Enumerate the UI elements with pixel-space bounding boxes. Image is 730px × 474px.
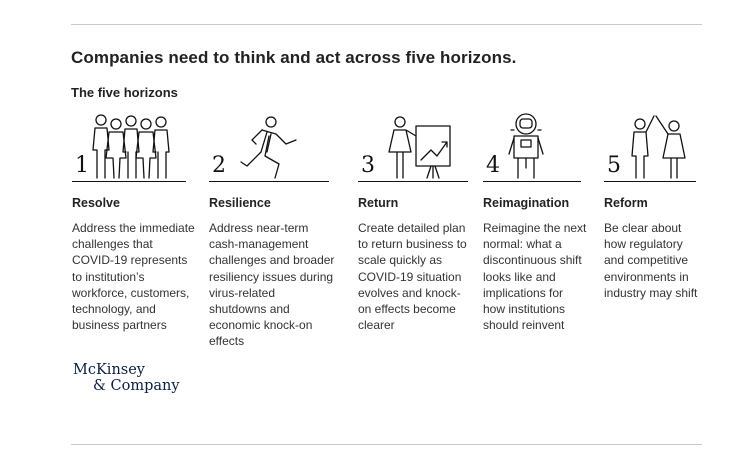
horizon-illustration bbox=[483, 110, 581, 182]
logo-line-1: McKinsey bbox=[73, 362, 145, 378]
horizon-description: Reimagine the next normal: what a discontinuous shift looks like and implications for how institutions should reinvent bbox=[483, 221, 587, 333]
ground-line bbox=[483, 181, 581, 183]
horizon-column-return bbox=[358, 110, 468, 333]
horizon-illustration bbox=[72, 110, 186, 182]
horizon-heading: Resolve bbox=[72, 196, 120, 210]
horizon-column-reimagination bbox=[483, 110, 587, 333]
section-subtitle: The five horizons bbox=[71, 85, 178, 100]
page-title: Companies need to think and act across five horizons. bbox=[71, 48, 517, 67]
group-of-people-icon bbox=[72, 110, 186, 182]
horizon-illustration bbox=[604, 110, 696, 182]
ground-line bbox=[604, 181, 696, 183]
horizon-heading: Return bbox=[358, 196, 399, 210]
ground-line bbox=[209, 181, 329, 183]
top-divider bbox=[71, 24, 702, 25]
running-person-icon bbox=[209, 110, 329, 182]
horizon-heading: Reimagination bbox=[483, 196, 570, 210]
bottom-divider bbox=[71, 444, 702, 445]
horizon-column-resolve bbox=[72, 110, 195, 333]
horizon-illustration bbox=[209, 110, 329, 182]
logo-line-2: & Company bbox=[93, 378, 180, 394]
ground-line bbox=[72, 181, 186, 183]
horizon-number: 2 bbox=[212, 153, 226, 178]
horizon-column-resilience bbox=[209, 110, 335, 349]
horizon-description: Address near-term cash-management challenges and broader resiliency issues during virus-related shutdowns and economic knock-on effects bbox=[209, 221, 335, 349]
horizon-heading: Resilience bbox=[209, 196, 271, 210]
horizon-number: 1 bbox=[75, 153, 89, 178]
horizon-number: 4 bbox=[486, 153, 500, 178]
horizon-heading: Reform bbox=[604, 196, 648, 210]
mckinsey-logo bbox=[73, 362, 180, 394]
horizon-description: Address the immediate challenges that COVID-19 represents to institution’s workforce, customers, technology, and business partners bbox=[72, 221, 195, 333]
horizon-description: Be clear about how regulatory and competitive environments in industry may shift bbox=[604, 221, 698, 300]
horizon-column-reform bbox=[604, 110, 698, 300]
horizon-description: Create detailed plan to return business to scale quickly as COVID-19 situation evolves and knock-on effects become clearer bbox=[358, 221, 467, 333]
horizon-number: 5 bbox=[607, 153, 621, 178]
horizon-illustration bbox=[358, 110, 468, 182]
horizon-number: 3 bbox=[361, 153, 375, 178]
ground-line bbox=[358, 181, 468, 183]
